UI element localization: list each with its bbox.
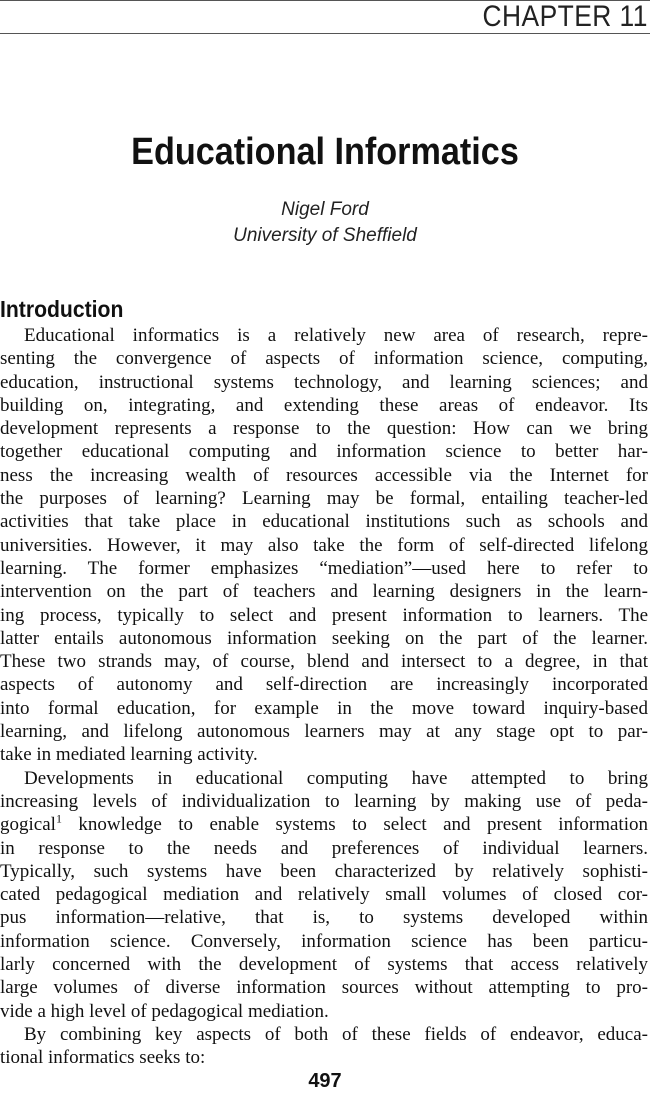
chapter-rule [0,33,650,34]
text-line: increasing levels of individualization to learning by making use of peda- [0,790,648,812]
text-line: intervention on the part of teachers and learning designers in the learn- [0,581,648,603]
text-segment: knowledge to enable systems to select and present information [61,814,648,836]
body-text [0,324,648,1070]
text-line: large volumes of diverse information sources without attempting to pro- [0,977,648,999]
section-heading: Introduction [0,296,124,322]
text-line: aspects of autonomy and self-direction are increasingly incorporated [0,674,648,696]
text-line: the purposes of learning? Learning may be formal, entailing teacher-led [0,488,648,510]
text-segment: gogical [0,814,56,836]
footnote-marker[interactable]: 1 [55,811,62,826]
author-name: Nigel Ford [281,199,369,220]
text-line: cated pedagogical mediation and relatively small volumes of closed cor- [0,884,648,906]
text-line: building on, integrating, and extending these areas of endeavor. Its [0,394,648,416]
page-number: 497 [308,1070,342,1092]
text-line: tional informatics seeks to: [0,1047,206,1069]
text-line: latter entails autonomous information seeking on the part of the learner. [0,627,648,649]
text-line: pus information—relative, that is, to systems developed within [0,907,648,929]
article-title: Educational Informatics [131,131,519,173]
text-line: activities that take place in educational institutions such as schools and [0,511,648,533]
text-line: in response to the needs and preferences of individual learners. [0,837,648,859]
text-line: vide a high level of pedagogical mediation. [0,1000,329,1022]
text-line: Typically, such systems have been characterized by relatively sophisti- [0,860,648,882]
text-line: take in mediated learning activity. [0,744,258,766]
text-line: By combining key aspects of both of these fields of endeavor, educa- [24,1023,648,1045]
text-line: information science. Conversely, information science has been particu- [0,930,648,952]
text-line: ness the increasing wealth of resources accessible via the Internet for [0,464,648,486]
text-line-with-footnote [0,813,648,836]
author-affiliation: University of Sheffield [233,225,417,246]
text-line: education, instructional systems technology, and learning sciences; and [0,371,648,393]
text-line: Developments in educational computing have attempted to bring [24,767,648,789]
text-line: These two strands may, of course, blend and intersect to a degree, in that [0,651,648,673]
text-line: learning, and lifelong autonomous learners may at any stage opt to par- [0,721,648,743]
text-line: into formal education, for example in the move toward inquiry-based [0,697,648,719]
text-line: Educational informatics is a relatively new area of research, repre- [24,325,648,346]
text-line: senting the convergence of aspects of information science, computing, [0,348,648,370]
text-line: larly concerned with the development of systems that access relatively [0,954,648,976]
text-line: universities. However, it may also take the form of self-directed lifelong [0,534,648,556]
text-line: learning. The former emphasizes “mediation”—used here to refer to [0,557,648,579]
text-line: development represents a response to the question: How can we bring [0,418,648,440]
text-line: together educational computing and information science to better har- [0,441,648,463]
chapter-label: CHAPTER 11 [482,0,648,33]
text-line: ing process, typically to select and present information to learners. The [0,604,648,626]
